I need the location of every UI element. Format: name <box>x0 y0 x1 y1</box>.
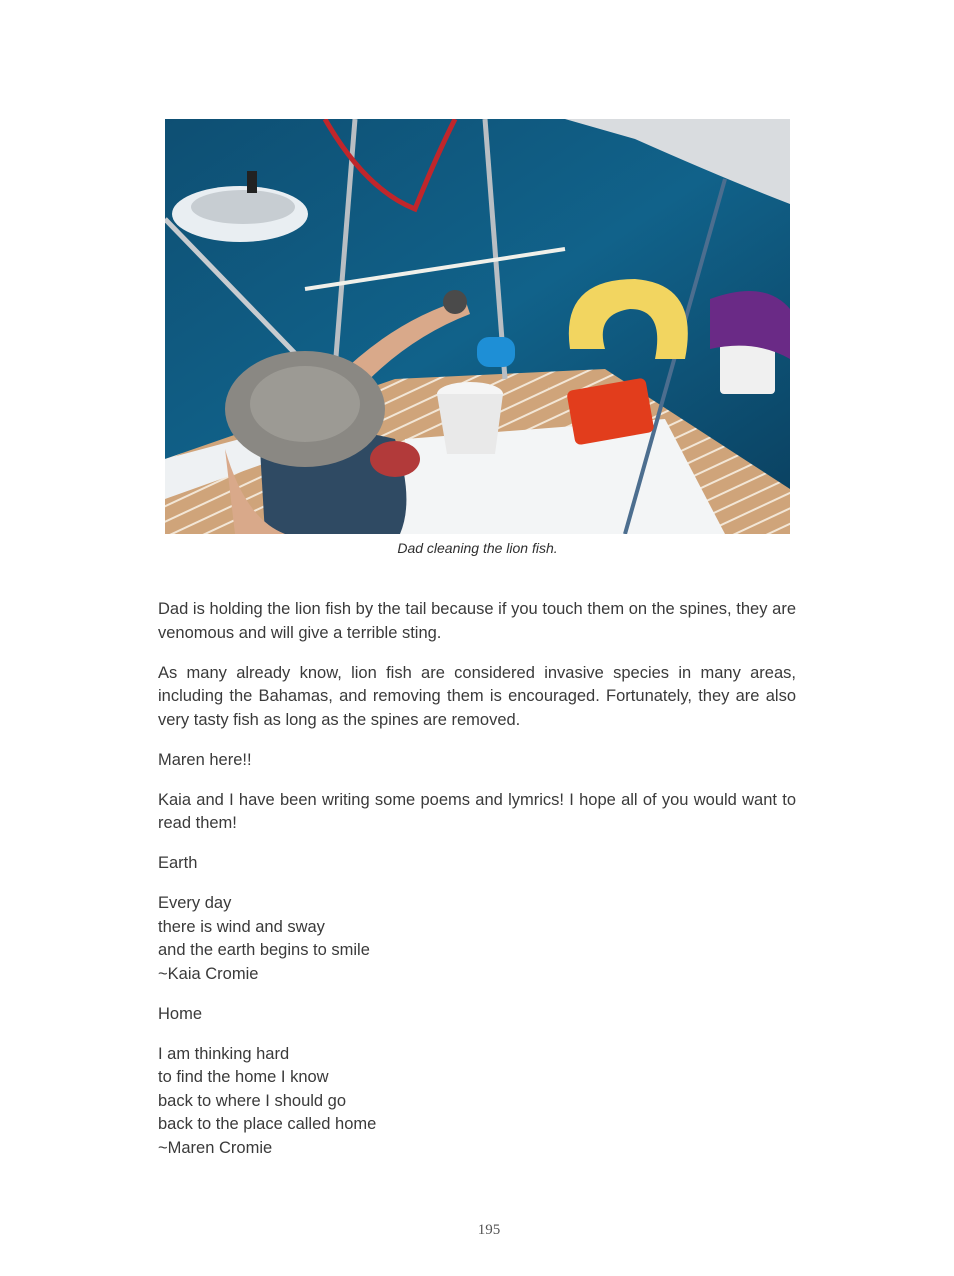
poem-line: and the earth begins to smile <box>158 941 370 959</box>
paragraph: Kaia and I have been writing some poems and lymrics! I hope all of you would want to read them! <box>158 790 796 832</box>
poem-line: back to where I should go <box>158 1091 347 1110</box>
paragraph: As many already know, lion fish are considered invasive species in many areas, including the Bahamas, and removing them is encouraged. Fortunately, they are also very tasty fish as long as the spines are removed. <box>158 663 796 729</box>
page-number: 195 <box>477 1222 501 1238</box>
poem-line: Every day <box>158 894 232 912</box>
poem-title: Home <box>158 1004 203 1023</box>
poem-line: there is wind and sway <box>158 917 325 936</box>
paragraph: Dad is holding the lion fish by the tail because if you touch them on the spines, they are venomous and will give a terrible sting. <box>158 600 796 642</box>
body-text <box>158 598 796 1177</box>
photo-illustration <box>165 119 790 534</box>
lion-fish <box>370 441 420 477</box>
poem-home <box>158 1043 796 1161</box>
lion-fish-photo <box>165 119 790 534</box>
poem-earth <box>158 892 796 986</box>
paragraph: Maren here!! <box>158 750 252 769</box>
photo-caption: Dad cleaning the lion fish. <box>397 540 558 556</box>
poem-line: I am thinking hard <box>158 1044 290 1063</box>
poem-author: ~Maren Cromie <box>158 1138 273 1157</box>
poem-title: Earth <box>158 854 198 872</box>
poem-line: to find the home I know <box>158 1068 329 1086</box>
poem-line: back to the place called home <box>158 1115 377 1133</box>
poem-author: ~Kaia Cromie <box>158 964 259 983</box>
